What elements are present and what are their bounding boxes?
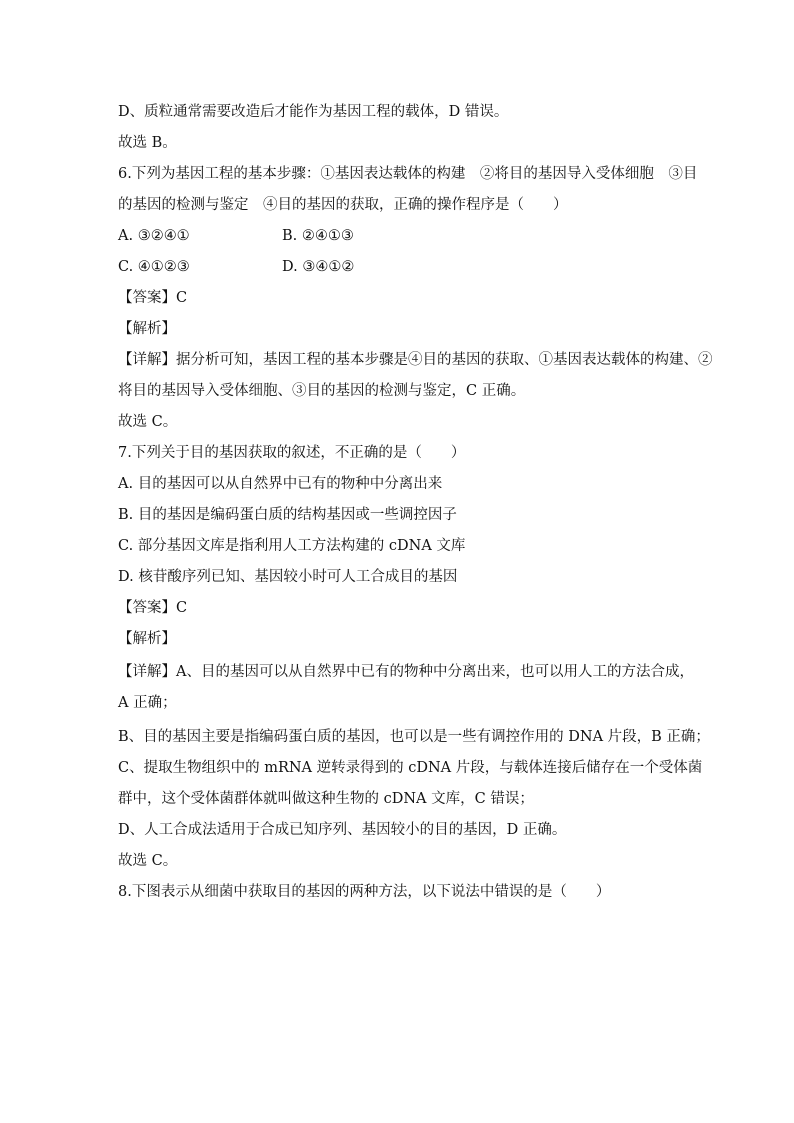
text-line: D、质粒通常需要改造后才能作为基因工程的载体，D 错误。 xyxy=(118,104,509,120)
question-7-option-b: B. 目的基因是编码蛋白质的结构基因或一些调控因子 xyxy=(118,507,457,523)
question-6-option-a: A. ③②④① xyxy=(118,228,190,244)
question-6-stem: 的基因的检测与鉴定 ④目的基因的获取，正确的操作程序是（ ） xyxy=(118,197,568,213)
detail-text: D、人工合成法适用于合成已知序列、基因较小的目的基因，D 正确。 xyxy=(118,822,567,838)
detail-text: 【详解】据分析可知，基因工程的基本步骤是④目的基因的获取、①基因表达载体的构建、② xyxy=(118,352,713,368)
question-8-stem: 8.下图表示从细菌中获取目的基因的两种方法，以下说法中错误的是（ ） xyxy=(118,884,611,900)
text-line: 故选 C。 xyxy=(118,853,178,869)
question-6-option-d: D. ③④①② xyxy=(282,259,355,275)
detail-text: B、目的基因主要是指编码蛋白质的基因，也可以是一些有调控作用的 DNA 片段，B 正确； xyxy=(118,729,710,745)
analysis-label: 【解析】 xyxy=(118,631,176,647)
question-6-stem: 6.下列为基因工程的基本步骤：①基因表达载体的构建 ②将目的基因导入受体细胞 ③目 xyxy=(118,166,698,182)
text-line: 故选 C。 xyxy=(118,414,178,430)
answer-label: 【答案】C xyxy=(118,600,188,616)
question-6-option-b: B. ②④①③ xyxy=(282,228,354,244)
detail-text: A 正确； xyxy=(118,695,177,711)
question-6-option-c: C. ④①②③ xyxy=(118,259,190,275)
detail-text: 群中，这个受体菌群体就叫做这种生物的 cDNA 文库，C 错误； xyxy=(118,791,534,807)
question-7-stem: 7.下列关于目的基因获取的叙述，不正确的是（ ） xyxy=(118,445,466,461)
question-7-option-c: C. 部分基因文库是指利用人工方法构建的 cDNA 文库 xyxy=(118,538,466,554)
question-7-option-d: D. 核苷酸序列已知、基因较小时可人工合成目的基因 xyxy=(118,569,458,585)
question-7-option-a: A. 目的基因可以从自然界中已有的物种中分离出来 xyxy=(118,476,443,492)
text-line: 故选 B。 xyxy=(118,135,177,151)
analysis-label: 【解析】 xyxy=(118,321,176,337)
detail-text: 将目的基因导入受体细胞、③目的基因的检测与鉴定，C 正确。 xyxy=(118,383,526,399)
detail-text: C、提取生物组织中的 mRNA 逆转录得到的 cDNA 片段，与载体连接后储存在一个受体菌 xyxy=(118,760,703,776)
answer-label: 【答案】C xyxy=(118,290,188,306)
detail-text: 【详解】A、目的基因可以从自然界中已有的物种中分离出来，也可以用人工的方法合成， xyxy=(118,664,694,680)
